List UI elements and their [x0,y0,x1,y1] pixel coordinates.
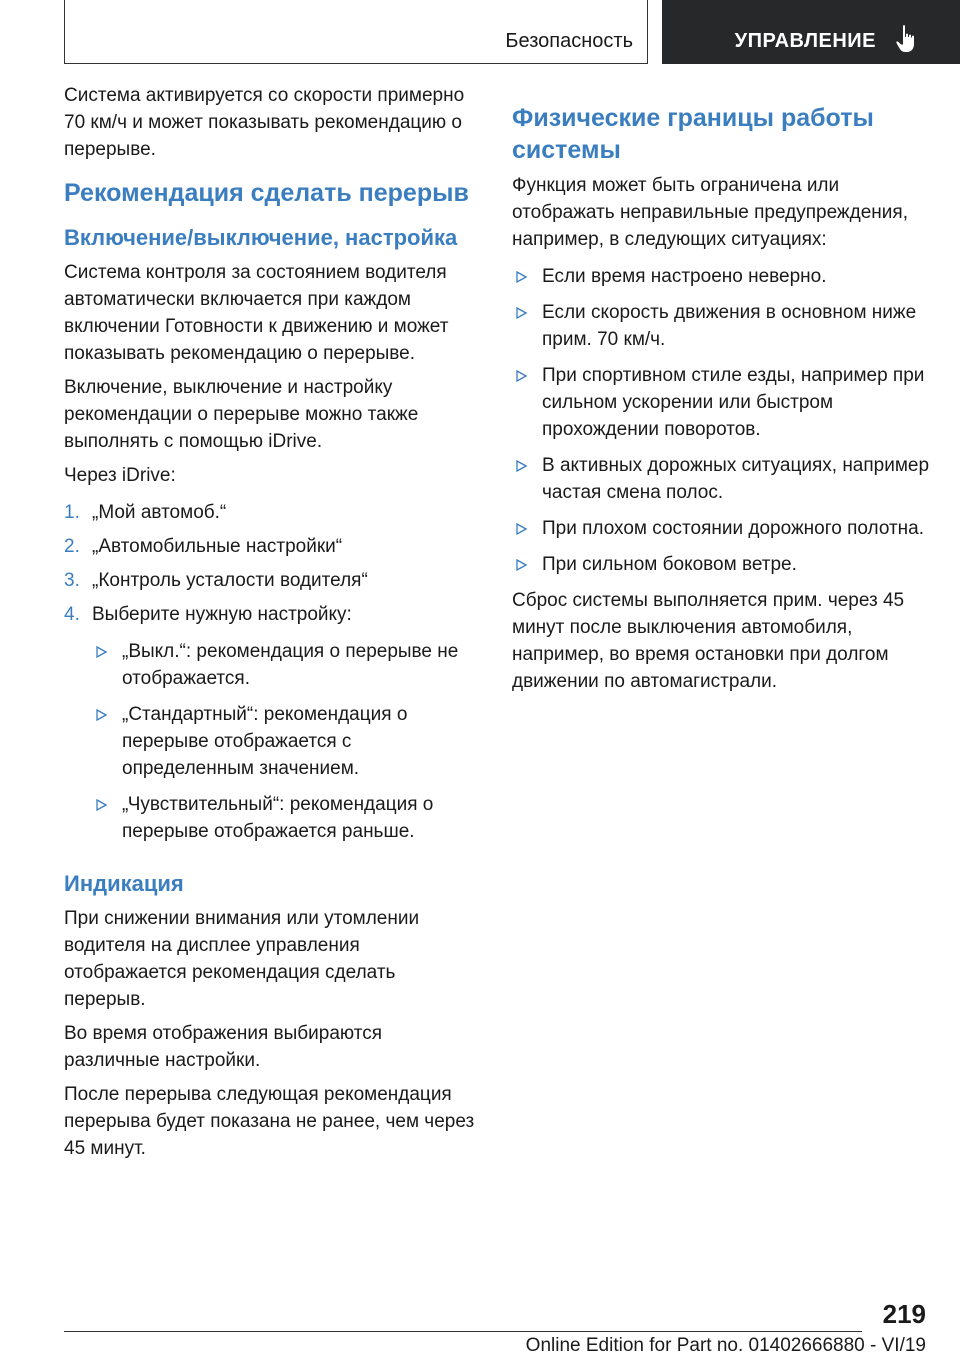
triangle-bullet-icon [516,271,527,283]
list-item [92,638,480,692]
triangle-bullet-icon [516,523,527,535]
limit-text: Если скорость движения в основном ниже прим. 70 км/ч. [542,302,917,350]
limits-list [512,263,932,578]
heading-physical-limits: Физические границы работы системы [512,104,874,164]
left-column [64,82,480,1169]
heading-on-off-settings: Включение/выключение, настройка [64,225,458,250]
paragraph-via-idrive: Через iDrive: [64,465,176,486]
option-text: „Выкл.“: рекомендация о перерыве не отображается. [122,641,459,689]
list-item [92,701,480,782]
triangle-bullet-icon [516,307,527,319]
paragraph-auto-activation: Система контроля за состоянием водителя автоматически включается при каждом включении Готовности к движению и может показывать рекомендацию о перерыве. [64,262,449,364]
paragraph-indication: При снижении внимания или утомлении водителя на дисплее управления отображается рекомендация сделать перерыв. [64,908,420,1010]
footer-divider [64,1331,862,1332]
heading-break-recommendation: Рекомендация сделать перерыв [64,179,469,207]
list-item [512,515,932,542]
limit-text: В активных дорожных ситуациях, например частая смена полос. [542,455,930,503]
idrive-steps-list [64,499,480,845]
list-item [512,551,932,578]
step-text: „Мой автомоб.“ [92,502,227,523]
paragraph-idrive-settings: Включение, выключение и настройку рекомендации о перерыве можно также выполнять с помощью iDrive. [64,377,419,452]
limit-text: При спортивном стиле езды, например при сильном ускорении или быстром прохождении поворотов. [542,365,925,440]
paragraph-system-reset: Сброс системы выполняется прим. через 45 минут после выключения автомобиля, например, во время остановки при долгом движении по автомагистрали. [512,590,905,692]
step-text: Выберите нужную настройку: [92,604,352,625]
header-chapter-label: УПРАВЛЕНИЕ [734,30,876,52]
list-item [92,791,480,845]
step-number: 4. [64,604,80,625]
paragraph-limits-intro: Функция может быть ограничена или отображать неправильные предупреждения, например, в следующих ситуациях: [512,175,908,250]
heading-indication: Индикация [64,871,184,896]
list-item [64,601,480,845]
step-text: „Контроль усталости водителя“ [92,570,368,591]
limit-text: При сильном боковом ветре. [542,554,797,575]
list-item [64,567,480,594]
option-text: „Стандартный“: рекомендация о перерыве отображается с определенным значением. [122,704,408,779]
list-item [64,533,480,560]
header-section-box [64,0,648,64]
step-text: „Автомобильные настройки“ [92,536,343,557]
list-item [512,263,932,290]
triangle-bullet-icon [516,559,527,571]
option-text: „Чувствительный“: рекомендация о перерыве отображается раньше. [122,794,434,842]
list-item [512,299,932,353]
triangle-bullet-icon [96,709,107,721]
setting-options-list [92,638,480,845]
list-item [64,499,480,526]
header-section-label: Безопасность [505,30,633,52]
step-number: 3. [64,570,80,591]
step-number: 2. [64,536,80,557]
triangle-bullet-icon [96,646,107,658]
page-number: 219 [882,1299,926,1329]
paragraph-settings-during-display: Во время отображения выбираются различные настройки. [64,1023,383,1071]
triangle-bullet-icon [516,370,527,382]
intro-paragraph: Система активируется со скорости примерно 70 км/ч и может показывать рекомендацию о перерыве. [64,85,465,160]
list-item [512,452,932,506]
step-number: 1. [64,502,80,523]
limit-text: При плохом состоянии дорожного полотна. [542,518,925,539]
paragraph-next-recommendation: После перерыва следующая рекомендация перерыва будет показана не ранее, чем через 45 минут. [64,1084,475,1159]
triangle-bullet-icon [516,460,527,472]
header-chapter-box [662,0,960,64]
triangle-bullet-icon [96,799,107,811]
pointing-hand-icon [894,24,918,54]
limit-text: Если время настроено неверно. [542,266,827,287]
right-column [512,82,932,702]
footer-edition: Online Edition for Part no. 01402666880 - VI/19 [525,1335,926,1356]
list-item [512,362,932,443]
